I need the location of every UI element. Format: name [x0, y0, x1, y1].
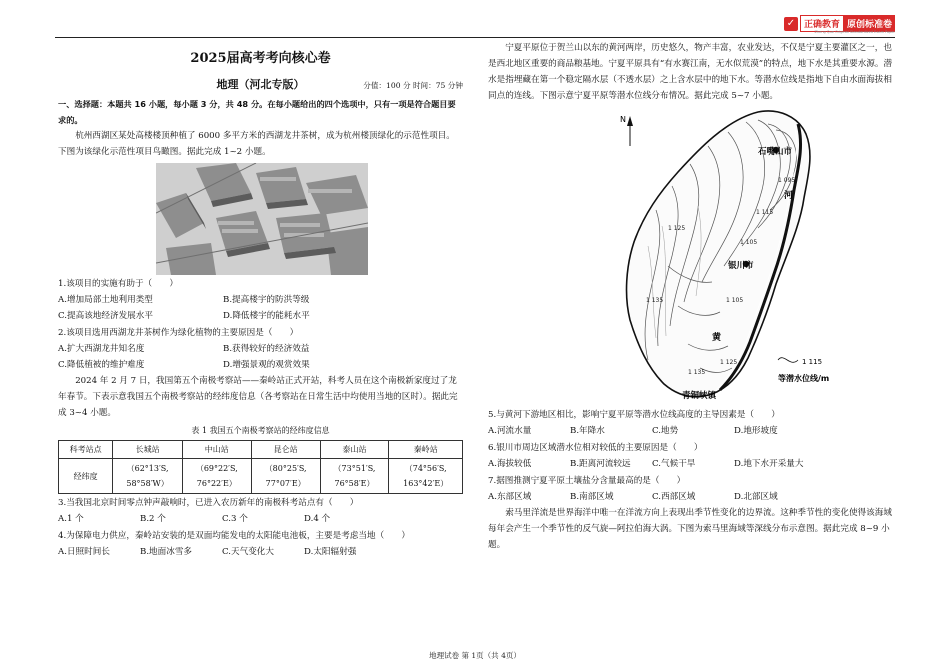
question-4-stem: 4.为保障电力供应，秦岭站安装的是双面均能发电的太阳能电池板，主要是考虑当地（ ） — [58, 531, 410, 541]
table-header-row — [59, 441, 463, 459]
place-label-qingtongxia: 青铜峡镇 — [682, 391, 717, 401]
contour-value-label: 1 095 — [778, 177, 796, 184]
question-5-options — [488, 423, 893, 439]
question-4-options — [58, 544, 463, 560]
question-3-stem: 3.当我国北京时间零点钟声敲响时，已进入农历新年的南极科考站点有（ ） — [58, 498, 359, 508]
legend-label: 等潜水位线/m — [778, 374, 830, 383]
passage-somali-current: 索马里洋流是世界海洋中唯一在洋流方向上表现出季节性变化的边界流。这种季节性的变化使得该海域每年会产生一个季节性的反气旋—阿拉伯海大涡。下图为索马里海域等深线分布示意图。据此完成 8~9 小题。 — [488, 508, 892, 550]
header-rule — [55, 37, 895, 38]
left-column — [58, 40, 463, 560]
row-label: 经纬度 — [59, 459, 113, 494]
north-label: N — [620, 115, 626, 124]
option-c[interactable]: C.地势 — [652, 426, 679, 436]
option-b[interactable]: B.获得较好的经济效益 — [223, 344, 310, 354]
contour-value-label: 1 115 — [756, 209, 774, 216]
option-b[interactable]: B.提高楼宇的防洪等级 — [223, 295, 310, 305]
contour-value-label: 1 135 — [646, 297, 664, 304]
option-b[interactable]: B.南部区域 — [570, 492, 614, 502]
brand-tag: 原创标准卷 — [844, 15, 895, 32]
table-header-cell: 长城站 — [113, 441, 183, 459]
page-footer: 地理试卷 第 1页（共 4页） — [429, 651, 521, 660]
option-a[interactable]: A.1 个 — [58, 514, 84, 524]
option-d[interactable]: D.北部区域 — [734, 492, 778, 502]
river-label-huang: 黄 — [712, 333, 722, 343]
passage-rooftop-tea: 杭州西湖区某处高楼楼顶种植了 6000 多平方米的西湖龙井茶树，成为杭州楼顶绿化的示范性项目。下图为该绿化示范性项目鸟瞰图。据此完成 1~2 小题。 — [58, 131, 455, 157]
exam-subject: 地理（河北专版） — [216, 78, 305, 91]
passage-antarctic-stations: 2024 年 2 月 7 日，我国第五个南极考察站——秦岭站正式开站，科考人员在这个南极新家度过了龙年春节。下表示意我国五个南极考察站的经纬度信息（各考察站在日常生活中均使用当地的区时）。据此完成 3~4 小题。 — [58, 376, 458, 418]
city-label-yinchuan: 银川市 — [728, 261, 754, 271]
groundwater-contour-map — [608, 106, 878, 406]
option-c[interactable]: C.西部区域 — [652, 492, 696, 502]
option-d[interactable]: D.地下水开采量大 — [734, 459, 804, 469]
option-d[interactable]: D.增强景观的观赏效果 — [223, 360, 310, 370]
question-2-options — [58, 341, 463, 357]
subtitle-row — [58, 76, 463, 94]
option-c[interactable]: C.提高该地经济发展水平 — [58, 311, 153, 321]
table-header-cell: 秦岭站 — [389, 441, 463, 459]
question-1-options — [58, 292, 463, 308]
rooftop-aerial-photo — [156, 163, 368, 275]
table-cell: （62°13′S, 58°58′W） — [113, 459, 183, 494]
contour-value-label: 1 105 — [740, 239, 758, 246]
option-c[interactable]: C.降低植被的维护难度 — [58, 360, 145, 370]
option-b[interactable]: B.年降水 — [570, 426, 605, 436]
brand-subtitle: Zheng Que Original Standardized Exam Paper — [814, 30, 895, 34]
contour-value-label: 1 125 — [668, 225, 686, 232]
option-b[interactable]: B.距离河流较远 — [570, 459, 631, 469]
question-1-stem: 1.该项目的实施有助于（ ） — [58, 279, 178, 289]
legend-sample-value: 1 115 — [802, 358, 823, 366]
river-label-he: 河 — [784, 191, 794, 201]
question-6-options — [488, 456, 893, 472]
city-label-shizuishan: 石嘴山市 — [758, 147, 793, 157]
table-header-cell: 中山站 — [182, 441, 251, 459]
table-cell: （69°22′S, 76°22′E） — [182, 459, 251, 494]
option-d[interactable]: D.太阳辐射强 — [304, 547, 357, 557]
score-time-info: 分值：100 分 时间：75 分钟 — [363, 81, 463, 90]
option-a[interactable]: A.扩大西湖龙井知名度 — [58, 344, 145, 354]
map-legend — [778, 358, 829, 383]
check-icon: ✓ — [784, 17, 798, 31]
question-5-stem: 5.与黄河下游地区相比，影响宁夏平原等潜水位线高度的主导因素是（ ） — [488, 410, 780, 420]
option-a[interactable]: A.河流水量 — [488, 426, 532, 436]
contour-value-label: 1 125 — [720, 359, 738, 366]
option-b[interactable]: B.地面冰雪多 — [140, 547, 193, 557]
option-c[interactable]: C.天气变化大 — [222, 547, 274, 557]
option-a[interactable]: A.日照时间长 — [58, 547, 110, 557]
exam-title: 2025届高考考向核心卷 — [190, 51, 331, 66]
option-a[interactable]: A.东部区域 — [488, 492, 532, 502]
option-d[interactable]: D.4 个 — [304, 514, 331, 524]
right-column — [488, 40, 893, 553]
table-header-cell: 泰山站 — [320, 441, 389, 459]
table-cell: （74°56′S, 163°42′E） — [389, 459, 463, 494]
station-coordinates-table — [58, 440, 463, 494]
question-2-stem: 2.该项目选用西湖龙井茶树作为绿化植物的主要原因是（ ） — [58, 328, 299, 338]
table-header-cell: 昆仑站 — [251, 441, 320, 459]
table-caption: 表 1 我国五个南极考察站的经纬度信息 — [191, 426, 330, 435]
table-header-cell: 科考站点 — [59, 441, 113, 459]
option-c[interactable]: C.气候干旱 — [652, 459, 696, 469]
question-6-stem: 6.银川市周边区域潜水位相对较低的主要原因是（ ） — [488, 443, 703, 453]
table-row — [59, 459, 463, 494]
question-7-stem: 7.据图推测宁夏平原土壤盐分含量最高的是（ ） — [488, 476, 686, 486]
option-a[interactable]: A.海拔较低 — [488, 459, 532, 469]
option-c[interactable]: C.3 个 — [222, 514, 248, 524]
question-7-options — [488, 489, 893, 505]
passage-ningxia-plain: 宁夏平原位于贺兰山以东的黄河两岸，历史悠久，物产丰富，农业发达，不仅是宁夏主要灌区之一，也是西北地区重要的商品粮基地。宁夏平原具有“有水赛江南，无水似荒漠”的特点，地下水是其重要水源。潜水是指埋藏在第一个稳定隔水层（不透水层）之上含水层中的地下水。等潜水位线是指地下自由水面海拔相同点的连线。下图示意宁夏平原等潜水位线分布情况。据此完成 5~7 小题。 — [488, 43, 893, 101]
option-a[interactable]: A.增加局部土地利用类型 — [58, 295, 153, 305]
table-cell: （80°25′S, 77°07′E） — [251, 459, 320, 494]
option-d[interactable]: D.地形坡度 — [734, 426, 778, 436]
option-d[interactable]: D.降低楼宇的能耗水平 — [223, 311, 310, 321]
section-heading: 一、选择题：本题共 16 小题，每小题 3 分，共 48 分。在每小题给出的四个选项中，只有一项是符合题目要求的。 — [58, 99, 456, 125]
option-b[interactable]: B.2 个 — [140, 514, 166, 524]
table-cell: （73°51′S, 76°58′E） — [320, 459, 389, 494]
question-3-options — [58, 511, 463, 527]
question-1-options-2 — [58, 308, 463, 324]
contour-value-label: 1 105 — [726, 297, 744, 304]
brand-name: 正确教育 — [800, 15, 844, 32]
question-2-options-2 — [58, 357, 463, 373]
contour-value-label: 1 135 — [688, 369, 706, 376]
north-arrow-icon — [627, 116, 633, 146]
